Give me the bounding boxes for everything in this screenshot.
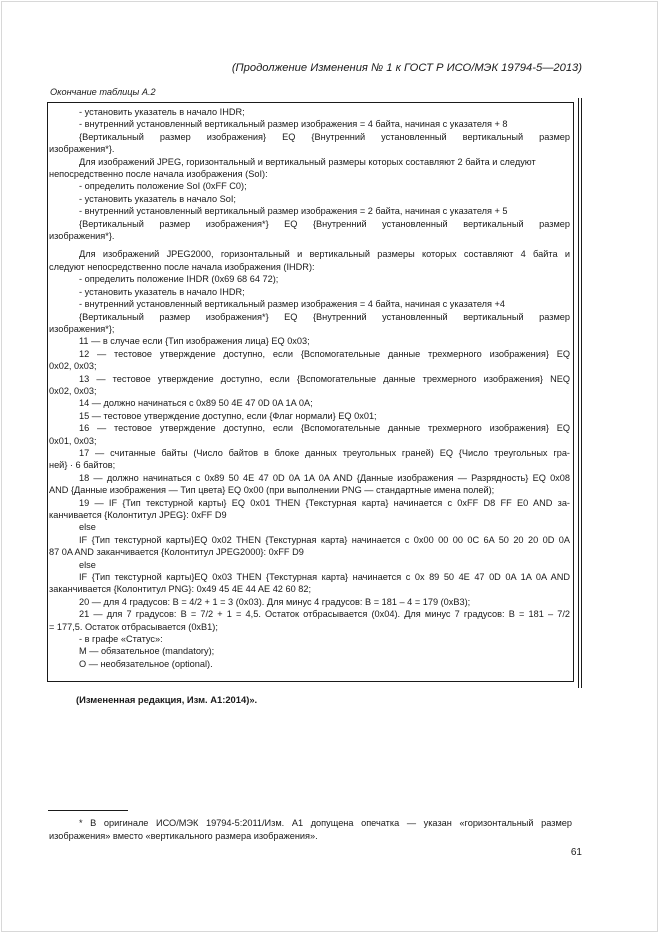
text-line: - установить указатель в начало IHDR; bbox=[79, 286, 245, 297]
text-line: - внутренний установленный вертикальный размер изображения = 2 байта, начиная с указателя + 5 bbox=[79, 206, 508, 217]
text-line: - определить положение IHDR (0x69 68 64 72); bbox=[79, 274, 279, 285]
footnote-line: изображения» вместо «вертикального размера изображения». bbox=[49, 830, 318, 841]
text-line: - установить указатель в начало SoI; bbox=[79, 193, 236, 204]
change-bar-left bbox=[578, 98, 579, 688]
running-head: (Продолжение Изменения № 1 к ГОСТ Р ИСО/МЭК 19794-5—2013) bbox=[231, 62, 582, 74]
text-line: - установить указатель в начало IHDR; bbox=[79, 107, 245, 117]
text-line: 20 — для 4 градусов: B = 4/2 + 1 = 3 (0x03). Для минус 4 градусов: B = 181 – 4 = 179 (0xB3); bbox=[79, 596, 471, 607]
text-line: - в графе «Статус»: bbox=[79, 634, 163, 645]
text-line: 0x02, 0x03; bbox=[49, 361, 97, 372]
text-line: 15 — тестовое утверждение доступно, если {Флаг нормали} EQ 0x01; bbox=[79, 410, 377, 421]
text-line: изображения*}; bbox=[49, 323, 115, 334]
text-line: AND {Данные изображения — Тип цвета} EQ 0x00 (при выполнении PNG — стандартные имена полей); bbox=[49, 485, 495, 496]
text-line: канчивается {Колонтитул JPEG}: 0xFF D9 bbox=[49, 510, 227, 520]
text-line: IF {Тип текстурной карты}EQ 0x02 THEN {Текстурная карта} начинается с 0x00 00 00 0C 6A 50 20 20 0D 0A bbox=[79, 534, 570, 545]
text-line: заканчивается {Колонтитул PNG}: 0x49 45 4E 44 AE 42 60 82; bbox=[49, 584, 312, 595]
text-line: 19 — IF {Тип текстурной карты} EQ 0x01 THEN {Текстурная карта} начинается с 0xFF D8 FF E0 AND за- bbox=[79, 497, 570, 508]
text-line: следуют непосредственно после начала изображения (IHDR): bbox=[49, 261, 315, 272]
text-line: О — необязательное (optional). bbox=[79, 658, 213, 669]
text-line: 11 — в случае если {Тип изображения лица} EQ 0x03; bbox=[79, 336, 310, 347]
text-line: {Вертикальный размер изображения*} EQ {Внутренний установленный вертикальный размер bbox=[79, 218, 570, 229]
table-caption: Окончание таблицы А.2 bbox=[50, 87, 156, 97]
text-line: М — обязательное (mandatory); bbox=[79, 646, 215, 657]
text-line: 17 — считанные байты (Число байтов в блоке данных треугольных граней) EQ {Число треугольных гра- bbox=[79, 447, 570, 458]
text-line: ней} · 6 байтов; bbox=[49, 460, 116, 471]
text-line: 0x02, 0x03; bbox=[49, 385, 97, 396]
text-line: else bbox=[79, 522, 96, 533]
change-bar-right bbox=[581, 98, 582, 688]
text-line: else bbox=[79, 559, 96, 570]
text-line: - внутренний установленный вертикальный размер изображения = 4 байта, начиная с указателя +4 bbox=[79, 299, 505, 310]
text-line: 12 — тестовое утверждение доступно, если {Вспомогательные данные трехмерного изображения} EQ bbox=[79, 348, 570, 359]
text-line: Для изображений JPEG2000, горизонтальный и вертикальный размеры которых составляют 4 байта и bbox=[79, 249, 570, 260]
text-line: 14 — должно начинаться с 0x89 50 4E 47 0D 0A 1A 0A; bbox=[79, 398, 313, 409]
text-line: непосредственно после начала изображения (SoI): bbox=[49, 169, 268, 180]
text-line: IF {Тип текстурной карты}EQ 0x03 THEN {Текстурная карта} начинается с 0x 89 50 4E 47 0D 0A 1A 0A AND bbox=[79, 572, 570, 583]
text-line: {Вертикальный размер изображения*} EQ {Внутренний установленный вертикальный размер bbox=[79, 311, 570, 322]
footnote bbox=[49, 817, 572, 842]
text-line: 0x01, 0x03; bbox=[49, 435, 97, 446]
footnote-line: * В оригинале ИСО/МЭК 19794-5:2011/Изм. А1 допущена опечатка — указан «горизонтальный размер bbox=[79, 818, 572, 828]
text-line: изображения*}. bbox=[49, 231, 115, 242]
page-number: 61 bbox=[570, 847, 582, 858]
amendment-note: (Измененная редакция, Изм. А1:2014)». bbox=[76, 694, 258, 705]
footnote-separator bbox=[48, 810, 128, 811]
text-line: 87 0A AND заканчивается {Колонтитул JPEG2000}: 0xFF D9 bbox=[49, 547, 304, 558]
table-cell-text bbox=[49, 106, 570, 670]
text-line: - определить положение SoI (0xFF C0); bbox=[79, 181, 247, 192]
text-line: 13 — тестовое утверждение доступно, если {Вспомогательные данные трехмерного изображения} NEQ bbox=[79, 373, 570, 384]
text-line: 16 — тестовое утверждение доступно, если {Вспомогательные данные трехмерного изображения} EQ bbox=[79, 423, 570, 434]
text-line: 18 — должно начинаться с 0x89 50 4E 47 0D 0A 1A 0A AND {Данные изображения — Разрядность} EQ 0x08 bbox=[79, 472, 570, 483]
text-line: {Вертикальный размер изображения} EQ {Внутренний установленный вертикальный размер bbox=[79, 131, 570, 142]
text-line: - внутренний установленный вертикальный размер изображения = 4 байта, начиная с указателя + 8 bbox=[79, 119, 508, 130]
text-line: Для изображений JPEG, горизонтальный и вертикальный размеры которых составляют 2 байта и следуют bbox=[79, 156, 536, 167]
text-line: = 177,5. Остаток отбрасывается (0xB1); bbox=[49, 621, 218, 632]
text-line: изображения*}. bbox=[49, 144, 115, 155]
text-line: 21 — для 7 градусов: B = 7/2 + 1 = 4,5. Остаток отбрасывается (0x04). Для минус 7 градусов: B = 181 – 7/2 bbox=[79, 609, 570, 620]
